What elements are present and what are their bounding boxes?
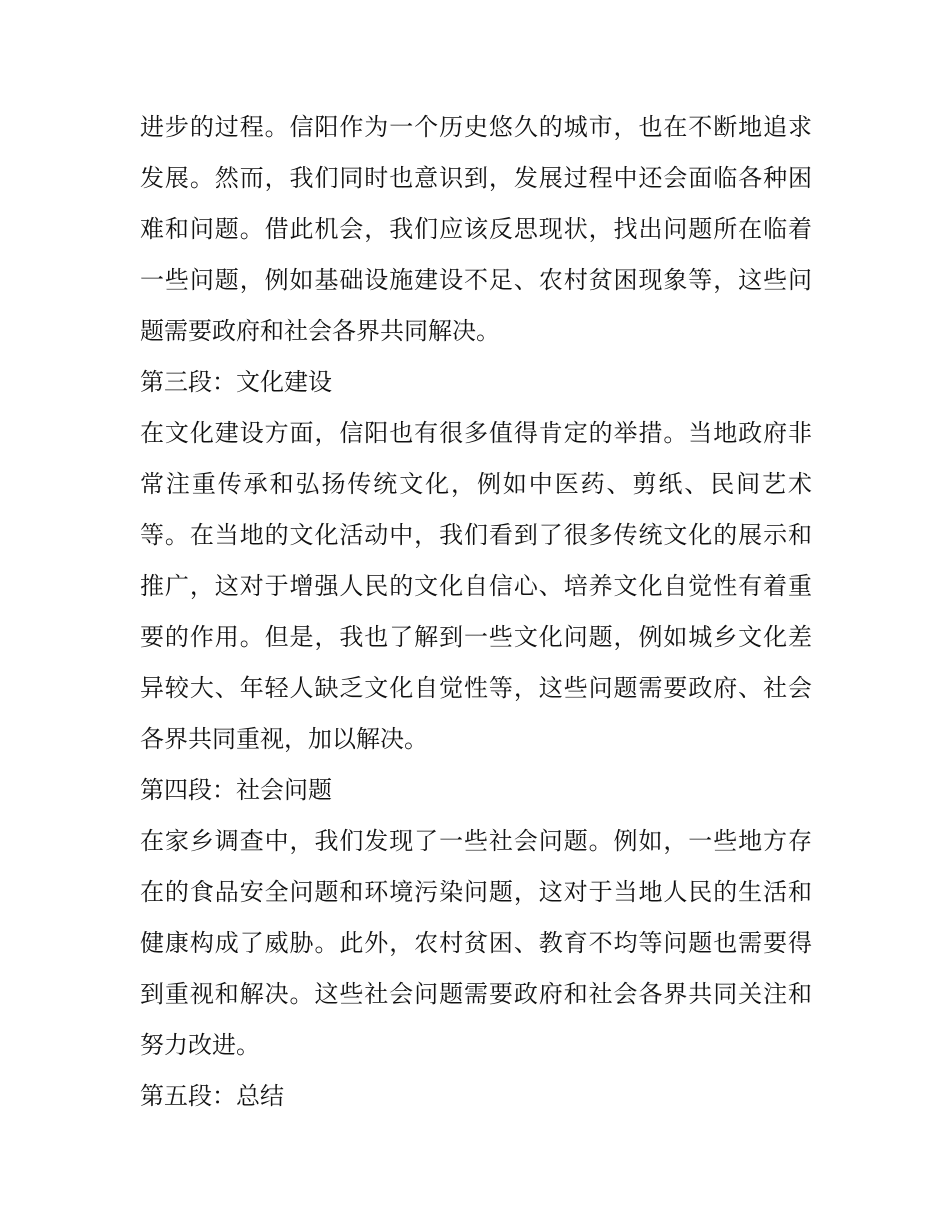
paragraph-line: 在文化建设方面，信阳也有很多值得肯定的举措。当地政府非 <box>140 419 812 447</box>
paragraph-line: 要的作用。但是，我也了解到一些文化问题，例如城乡文化差 <box>140 623 812 651</box>
paragraph-line: 题需要政府和社会各界共同解决。 <box>140 317 500 345</box>
document-body <box>140 102 812 1122</box>
paragraph-line: 健康构成了威胁。此外，农村贫困、教育不均等问题也需要得 <box>140 929 812 957</box>
paragraph-line: 等。在当地的文化活动中，我们看到了很多传统文化的展示和 <box>140 521 812 549</box>
paragraph-line: 异较大、年轻人缺乏文化自觉性等，这些问题需要政府、社会 <box>140 674 812 702</box>
paragraph-line: 在家乡调查中，我们发现了一些社会问题。例如，一些地方存 <box>140 827 812 855</box>
paragraph-line: 各界共同重视，加以解决。 <box>140 725 428 753</box>
paragraph-line: 进步的过程。信阳作为一个历史悠久的城市，也在不断地追求 <box>140 113 812 141</box>
section-heading: 第三段：文化建设 <box>140 368 332 396</box>
paragraph-line: 到重视和解决。这些社会问题需要政府和社会各界共同关注和 <box>140 980 812 1008</box>
paragraph-line: 难和问题。借此机会，我们应该反思现状，找出问题所在临着 <box>140 215 812 243</box>
paragraph-line: 努力改进。 <box>140 1031 260 1059</box>
paragraph-line: 发展。然而，我们同时也意识到，发展过程中还会面临各种困 <box>140 164 812 192</box>
paragraph-line: 在的食品安全问题和环境污染问题，这对于当地人民的生活和 <box>140 878 812 906</box>
section-heading: 第四段：社会问题 <box>140 776 332 804</box>
paragraph-line: 常注重传承和弘扬传统文化，例如中医药、剪纸、民间艺术 <box>140 470 812 498</box>
paragraph-line: 一些问题，例如基础设施建设不足、农村贫困现象等，这些问 <box>140 266 812 294</box>
paragraph-line: 推广，这对于增强人民的文化自信心、培养文化自觉性有着重 <box>140 572 812 600</box>
section-heading: 第五段：总结 <box>140 1082 284 1110</box>
